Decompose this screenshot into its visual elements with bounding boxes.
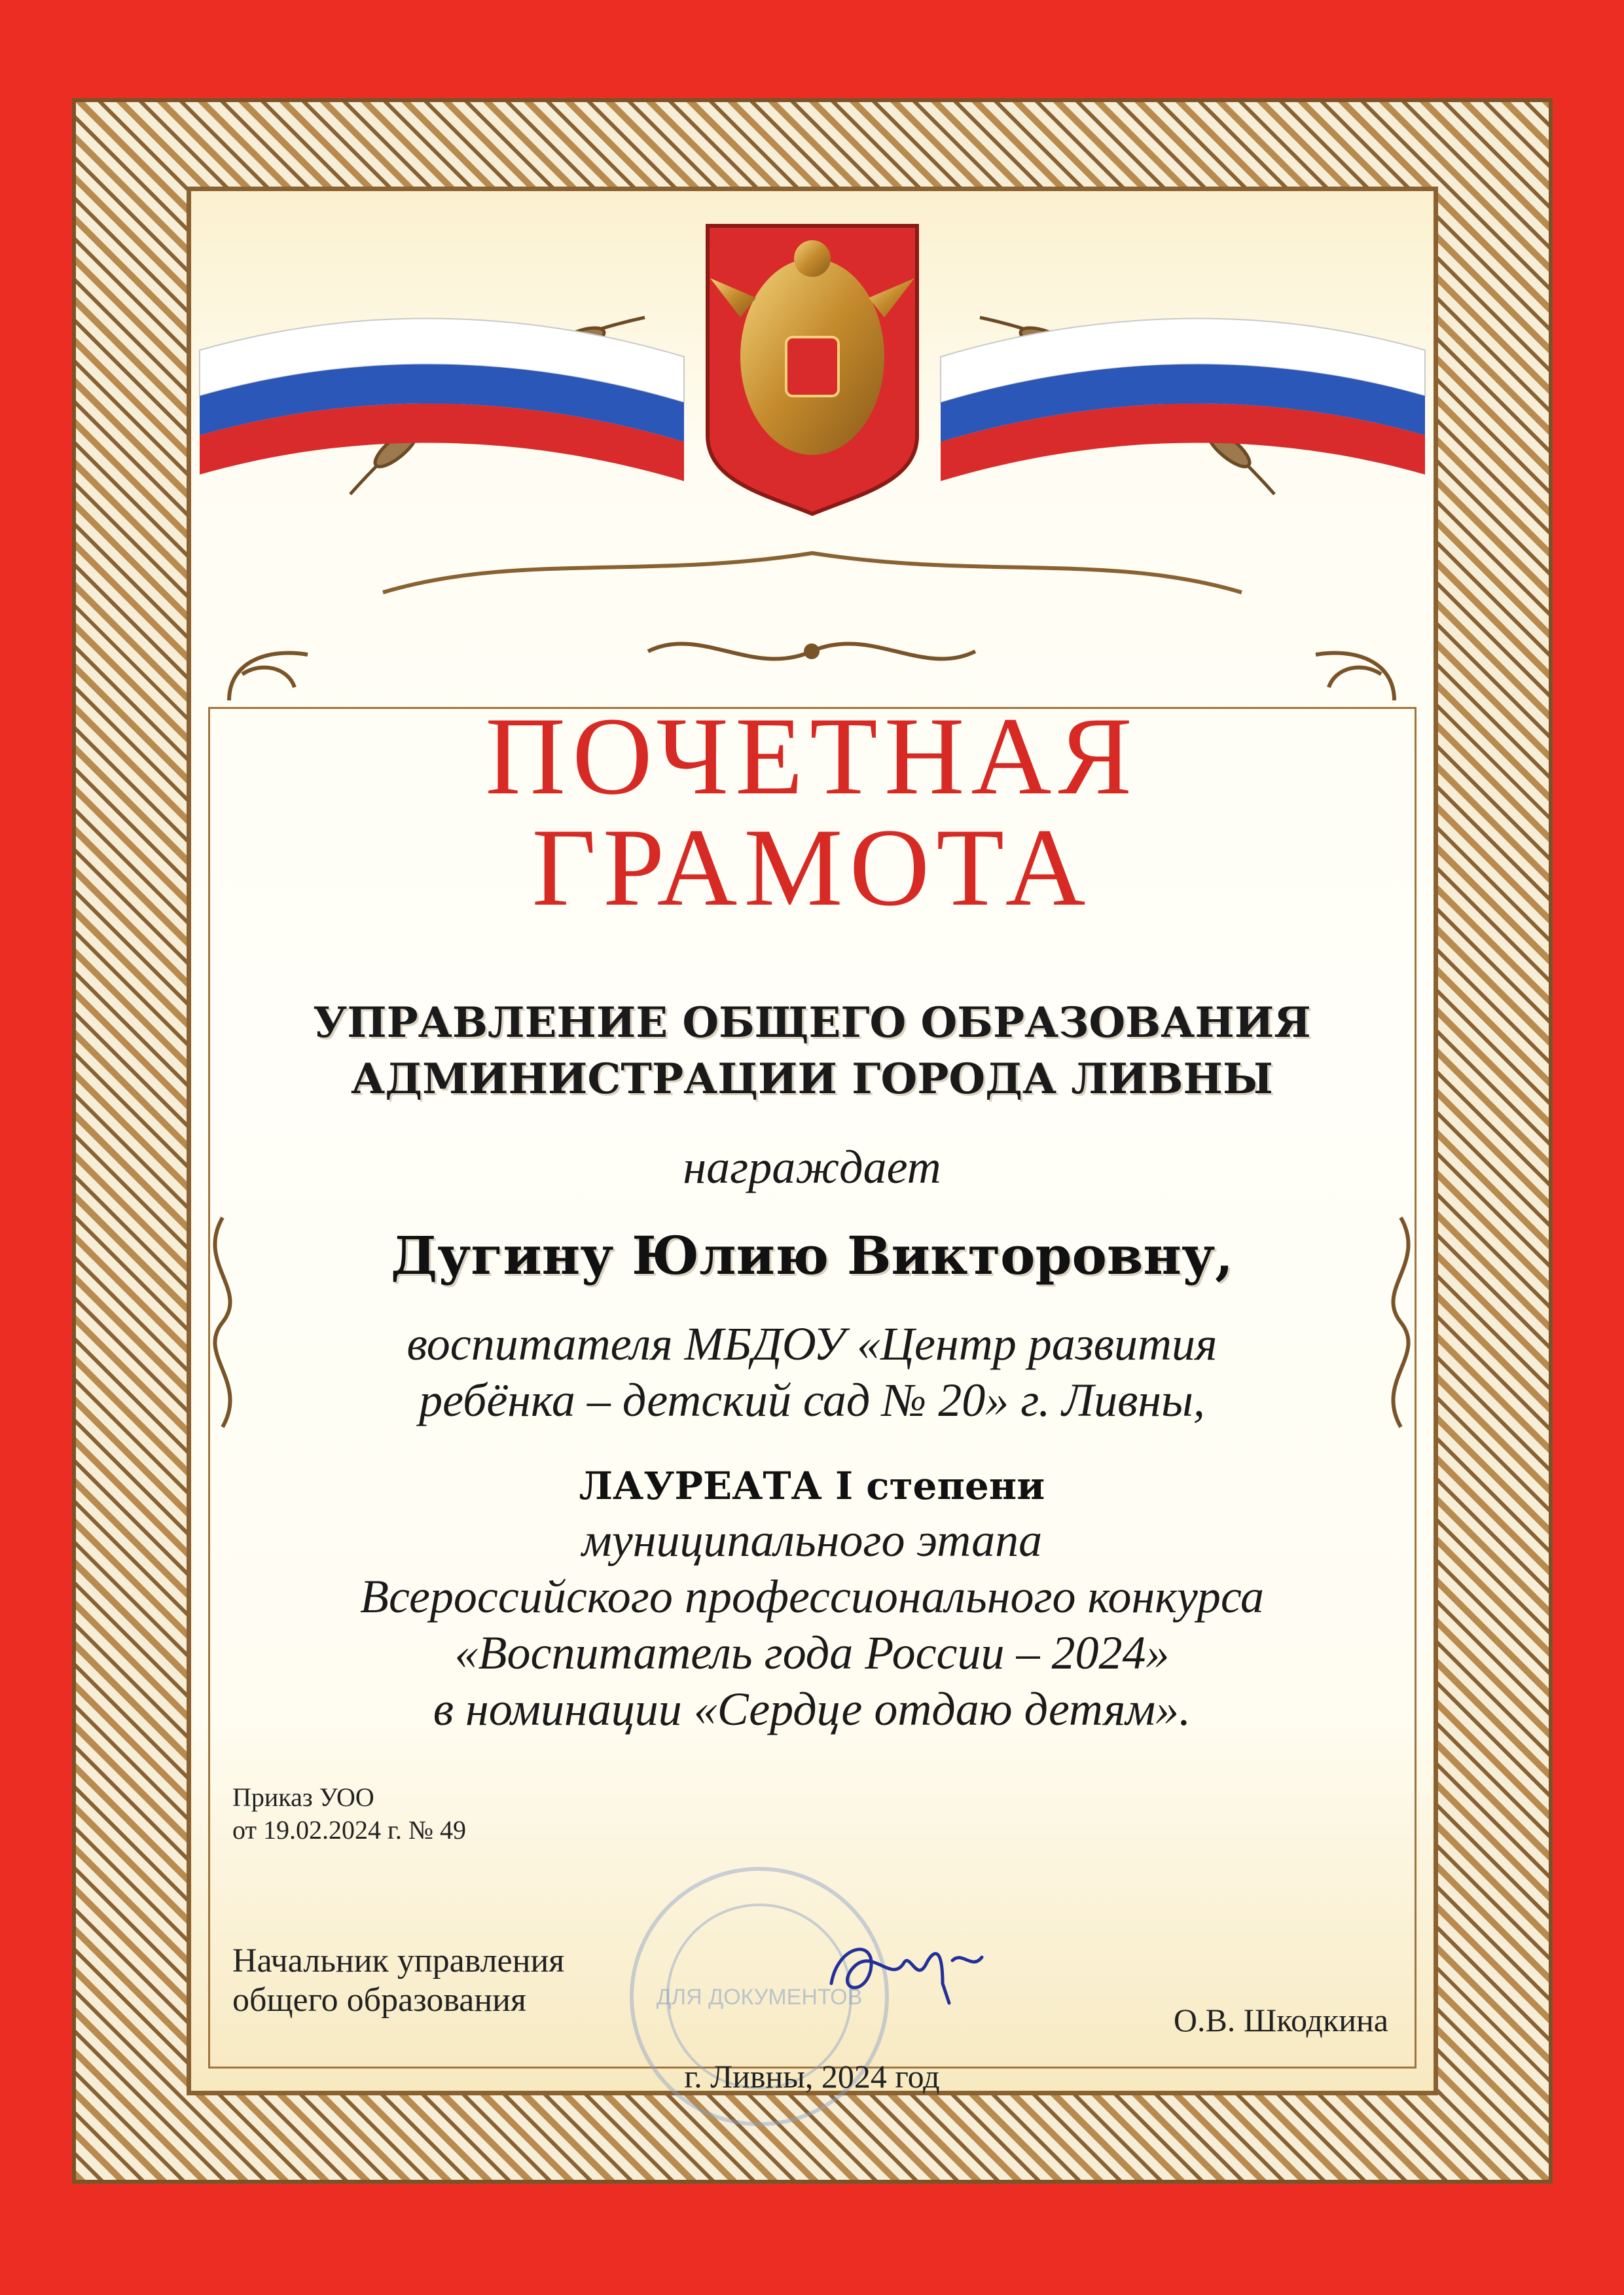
- award-line-3: «Воспитатель года России – 2024»: [454, 1627, 1170, 1679]
- award-line-1: муниципального этапа: [581, 1514, 1043, 1566]
- signer-name: О.В. Шкодкина: [1173, 2002, 1388, 2038]
- scroll-flourish-icon: [383, 553, 1242, 592]
- title-line-1: ПОЧЕТНАЯ: [485, 695, 1139, 818]
- title-line-2: ГРАМОТА: [532, 806, 1092, 929]
- organization-line-1: УПРАВЛЕНИЕ ОБЩЕГО ОБРАЗОВАНИЯ: [313, 998, 1311, 1047]
- award-line-2: Всероссийского профессионального конкурса: [359, 1570, 1264, 1623]
- order-line-2: от 19.02.2024 г. № 49: [232, 1815, 467, 1845]
- center-flourish-icon: [641, 622, 982, 681]
- header-emblem-art: [187, 187, 1438, 658]
- recipient-position-line-1: воспитателя МБДОУ «Центр развития: [406, 1318, 1218, 1370]
- recipient-name: Дугину Юлию Викторовну,: [390, 1225, 1234, 1286]
- recipient-position-line-2: ребёнка – детский сад № 20» г. Ливны,: [419, 1374, 1205, 1426]
- coat-of-arms-icon: [708, 226, 917, 514]
- place-and-year: г. Ливны, 2024 год: [684, 2058, 940, 2095]
- signer-position-line-1: Начальник управления: [232, 1942, 565, 1979]
- organization-line-2: АДМИНИСТРАЦИИ ГОРОДА ЛИВНЫ: [351, 1055, 1273, 1104]
- stamp-center-text: ДЛЯ ДОКУМЕНТОВ: [656, 1985, 863, 2010]
- award-line-4: в номинации «Сердце отдаю детям».: [433, 1683, 1191, 1735]
- laureate-title: ЛАУРЕАТА I степени: [579, 1464, 1045, 1508]
- signer-position-line-2: общего образования: [232, 1981, 526, 2019]
- handwritten-signature-icon: [818, 1925, 988, 2016]
- order-line-1: Приказ УОО: [232, 1782, 374, 1812]
- awards-verb: награждает: [683, 1141, 941, 1193]
